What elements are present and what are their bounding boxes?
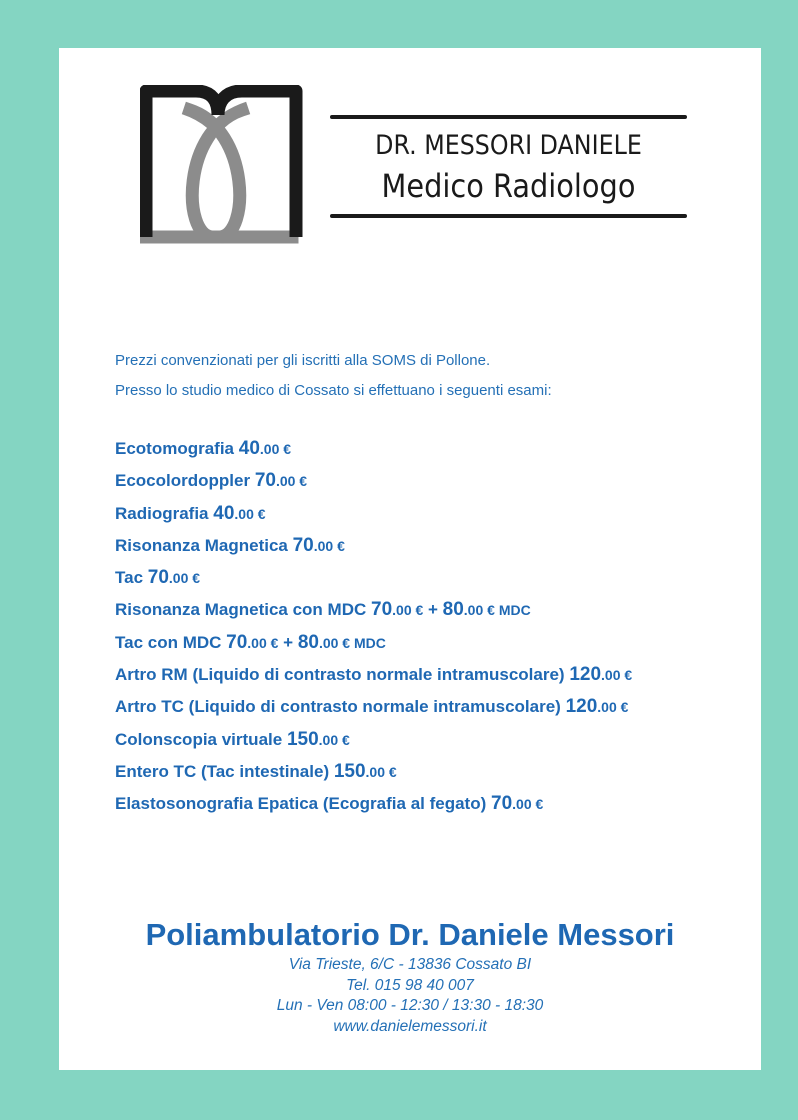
mdc-price-cents: .00 € MDC: [463, 602, 531, 619]
price-cents: .00 €: [365, 763, 397, 780]
plus-sign: +: [278, 632, 298, 652]
price-cents: .00 €: [597, 699, 629, 716]
exam-name: Artro TC (Liquido di contrasto normale intramuscolare): [115, 697, 561, 717]
exam-name: Artro RM (Liquido di contrasto normale intramuscolare): [115, 665, 565, 685]
exam-name: Colonscopia virtuale: [115, 729, 283, 749]
doctor-role: Medico Radiologo: [381, 167, 636, 205]
price-whole: 120: [565, 696, 598, 718]
price-cents: .00 €: [259, 441, 292, 457]
price-whole: 70: [371, 599, 393, 621]
price-row: [115, 498, 755, 530]
price-row: [115, 627, 755, 659]
price-row: [115, 724, 755, 756]
price-row: [115, 659, 755, 691]
price-whole: 150: [333, 760, 366, 782]
price-whole: 70: [292, 534, 314, 556]
mdc-price-whole: 80: [297, 631, 319, 653]
mdc-price-whole: 80: [442, 599, 464, 621]
price-row: [115, 530, 755, 562]
price-whole: 40: [238, 438, 260, 459]
price-whole: 150: [286, 728, 319, 750]
price-cents: .00 €: [392, 602, 424, 619]
price-cents: .00 €: [512, 796, 544, 813]
price-row: [115, 465, 755, 497]
footer: [59, 915, 761, 1037]
price-whole: 40: [213, 502, 235, 524]
price-row: [115, 433, 755, 465]
exam-name: Risonanza Magnetica con MDC: [115, 600, 367, 620]
price-cents: .00 €: [247, 634, 279, 651]
price-row: [115, 756, 755, 788]
clinic-phone: Tel. 015 98 40 007: [346, 976, 474, 994]
price-row: [115, 594, 755, 626]
doctor-title-block: [330, 115, 687, 221]
price-cents: .00 €: [234, 505, 266, 522]
exam-name: Risonanza Magnetica: [115, 535, 288, 555]
intro-line-1: Prezzi convenzionati per gli iscritti alla SOMS di Pollone.: [115, 352, 491, 369]
bottom-rule: [330, 214, 687, 218]
price-whole: 70: [254, 470, 276, 492]
exam-name: Radiografia: [115, 503, 209, 523]
price-whole: 70: [147, 567, 169, 589]
price-cents: .00 €: [168, 570, 201, 587]
exam-name: Tac: [115, 568, 144, 588]
price-whole: 120: [569, 664, 602, 686]
price-cents: .00 €: [601, 667, 633, 684]
clinic-address: Via Trieste, 6/C - 13836 Cossato BI: [288, 956, 532, 973]
price-row: [115, 788, 755, 820]
exam-name: Elastosonografia Epatica (Ecografia al fegato): [115, 794, 487, 814]
price-whole: 70: [226, 631, 248, 653]
exam-name: Tac con MDC: [115, 632, 222, 652]
price-row: [115, 691, 755, 723]
clinic-hours: Lun - Ven 08:00 - 12:30 / 13:30 - 18:30: [276, 997, 544, 1014]
price-cents: .00 €: [318, 731, 350, 748]
price-whole: 70: [491, 793, 513, 815]
price-list: [115, 433, 755, 821]
mdc-price-cents: .00 € MDC: [318, 634, 386, 651]
price-row: [115, 562, 755, 594]
dm-monogram-logo: [140, 85, 310, 250]
plus-sign: +: [423, 600, 443, 620]
exam-name: Ecocolordoppler: [115, 471, 251, 491]
doctor-name: DR. MESSORI DANIELE: [375, 130, 642, 161]
clinic-website[interactable]: www.danielemessori.it: [333, 1017, 487, 1035]
intro-text: [115, 346, 552, 406]
exam-name: Ecotomografia: [115, 439, 235, 458]
clinic-name: Poliambulatorio Dr. Daniele Messori: [145, 917, 675, 952]
intro-line-2: Presso lo studio medico di Cossato si effettuano i seguenti esami:: [115, 382, 552, 399]
exam-name: Entero TC (Tac intestinale): [115, 761, 330, 781]
top-rule: [330, 115, 687, 119]
price-cents: .00 €: [275, 473, 308, 490]
price-cents: .00 €: [313, 537, 345, 554]
